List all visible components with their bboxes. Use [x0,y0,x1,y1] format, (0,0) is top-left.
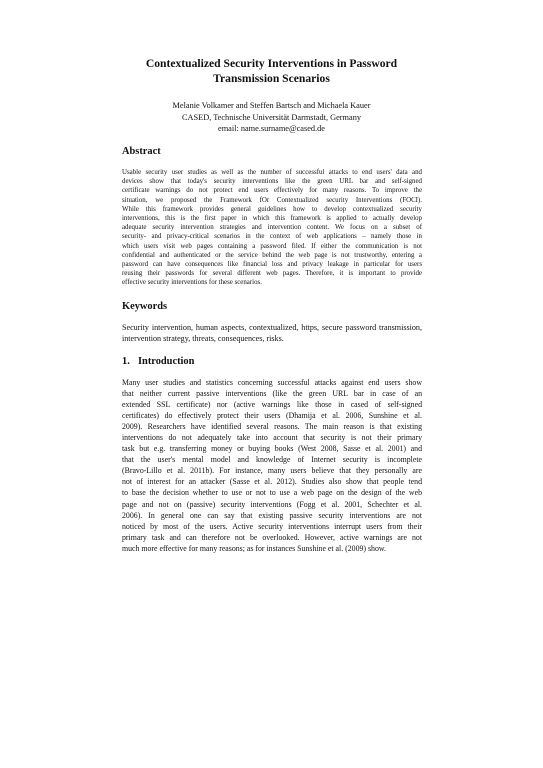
author-affiliation: CASED, Technische Universität Darmstadt, Germany [182,112,361,122]
introduction-line: task but e.g. transferring money or buying books (West 2008, Sasse et al. 2001) and [122,444,422,454]
introduction-line: not of interest for an attacker (Sasse et al. 2012). Studies also show that people tend [122,477,422,487]
introduction-line: that neither current passive interventions (like the green URL bar in case of an [122,389,422,399]
title-line-1: Contextualized Security Interventions in Password [145,57,398,70]
introduction-line: Many user studies and statistics concerning successful attacks against end users show [122,378,422,387]
abstract-line: devices show that today's security interventions like the green URL bar and self-signed [122,178,422,186]
abstract-line: security- and privacy-critical scenarios in the context of web applications – namely those in [122,233,422,241]
title-line-2: Transmission Scenarios [213,72,330,85]
introduction-line: primary task and can therefore not be overlooked. However, active warnings are not [122,532,422,542]
abstract-line: situation, we proposed the Framework fOr Contextualized security Interventions (FOCI). [122,196,422,204]
introduction-line: page and not on (passive) security interventions (Fogg et al. 2001, Schechter et al. [122,499,422,509]
introduction-heading [122,355,194,368]
abstract-line: which users visit web pages containing a password filed. If either the communication is not [122,242,422,250]
author-block [110,100,433,135]
abstract-line: certificate warnings do not protect end users effectively for many reasons. To improve the [122,187,422,195]
abstract-line: interventions, this is the first paper in which this framework is applied to actually develop [122,215,422,223]
introduction-line: much more effective for many reasons; as for instances Sunshine et al. (2009) show. [122,543,386,553]
keywords-text: Security intervention, human aspects, contextualized, https, secure password transmission, intervention strategy, threats, consequences, risks. [122,323,422,343]
abstract-body [122,168,422,288]
introduction-line: certificates) do effectively protect their users (Dhamija et al. 2006, Sunshine et al. [122,411,422,421]
abstract-line: password can have consequences like financial loss and privacy leakage in particular for users [122,261,422,269]
abstract-line: While this framework provides general guidelines how to develop contextualized security [122,205,422,213]
introduction-line: extended SSL certificate) nor (active warnings like those in cased of self-signed [122,400,422,410]
abstract-line: adequate security intervention strategies and intervention content. We focus on a subset of [122,224,422,232]
introduction-body [122,377,422,554]
introduction-line: (Bravo-Lillo et al. 2011b). For instance, many users believe that they personally are [122,466,422,476]
abstract-line: Usable security user studies as well as the number of successful attacks to end users' data and [122,169,422,176]
introduction-line: noticed by most of the users. Active security interventions interrupt users from their [122,521,422,531]
abstract-line: reusing their passwords for several different web pages. Therefore, it is important to provide [122,270,422,278]
introduction-line: interventions do not adequately take into account that security is not their primary [122,433,422,443]
author-email: email: name.surname@cased.de [218,124,325,133]
introduction-line: 2009). Researchers have identified several reasons. The main reason is that existing [122,422,422,432]
abstract-line: effective security interventions for these scenarios. [122,279,262,287]
abstract-line: confidential and authenticated or the service behind the web page is not trustworthy, entering a [122,251,422,259]
introduction-line: to base the decision whether to use or not to use a web page on the design of the web [122,488,422,498]
introduction-line: 2006). In general one can say that existing passive security interventions are not [122,510,422,520]
keywords-heading: Keywords [122,301,168,312]
paper-title [120,56,423,86]
introduction-line: that the user's mental model and knowledge of Internet security is incomplete [122,455,422,465]
abstract-heading: Abstract [122,146,161,157]
section-title: Introduction [138,356,195,367]
section-number: 1. [122,356,130,367]
author-names: Melanie Volkamer and Steffen Bartsch and Michaela Kauer [172,101,371,110]
